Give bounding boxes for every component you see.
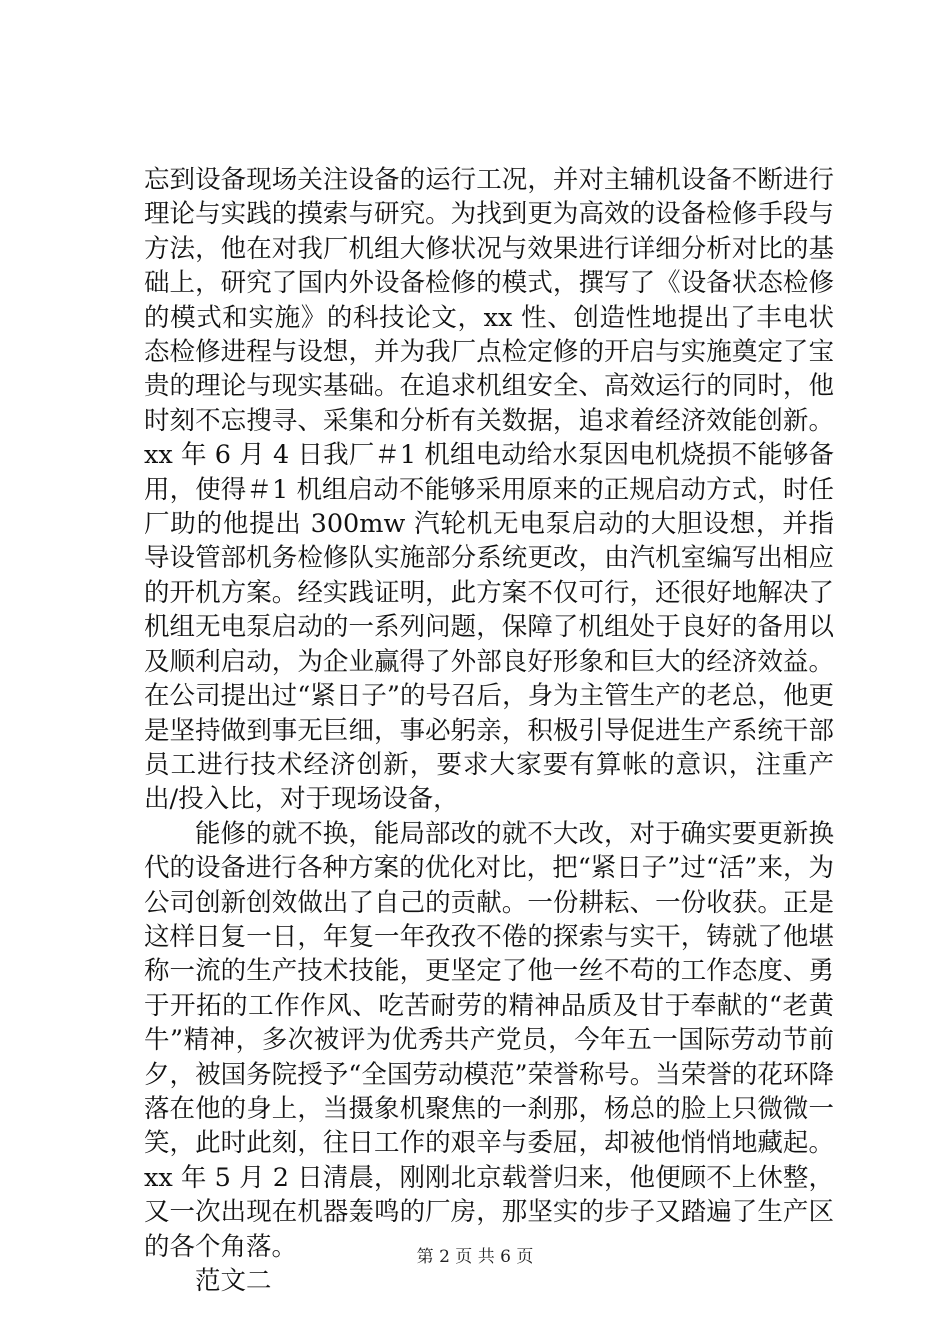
page-number-footer: 第 2 页 共 6 页	[416, 1247, 534, 1267]
paragraph: 能修的就不换，能局部改的就不大改，对于确实要更新换代的设备进行各种方案的优化对比，把“紧日子”过“活”来，为公司创新创效做出了自己的贡献。一份耕耘、一份收获。正是这样日复一日，年复一年孜孜不倦的探索与实干，铸就了他堪称一流的生产技术技能，更坚定了他一丝不苟的工作态度、勇于开拓的工作作风、吃苦耐劳的精神品质及甘于奉献的“老黄牛”精神，多次被评为优秀共产党员，今年五一国际劳动节前夕，被国务院授予“全国劳动模范”荣誉称号。当荣誉的花环降落在他的身上，当摄象机聚焦的一刹那，杨总的脸上只微微一笑，此时此刻，往日工作的艰辛与委屈，却被他悄悄地藏起。xx 年 5 月 2 日清晨，刚刚北京载誉归来，他便顾不上休整，又一次出现在机器轰鸣的厂房，那坚实的步子又踏遍了生产区的各个角落。	[144, 818, 834, 1262]
paragraph: 忘到设备现场关注设备的运行工况，并对主辅机设备不断进行理论与实践的摸索与研究。为找到更为高效的设备检修手段与方法，他在对我厂机组大修状况与效果进行详细分析对比的基础上，研究了国内外设备检修的模式，撰写了《设备状态检修的模式和实施》的科技论文，xx 性、创造性地提出了丰电状态检修进程与设想，并为我厂点检定修的开启与实施奠定了宝贵的理论与现实基础。在追求机组安全、高效运行的同时，他时刻不忘搜寻、采集和分析有关数据，追求着经济效能创新。xx 年 6 月 4 日我厂＃1 机组电动给水泵因电机烧损不能够备用，使得＃1 机组启动不能够采用原来的正规启动方式，时任厂助的他提出 300mw 汽轮机无电泵启动的大胆设想，并指导设管部机务检修队实施部分系统更改，由汽机室编写出相应的开机方案。经实践证明，此方案不仅可行，还很好地解决了机组无电泵启动的一系列问题，保障了机组处于良好的备用以及顺利启动，为企业赢得了外部良好形象和巨大的经济效益。在公司提出过“紧日子”的号召后，身为主管生产的老总，他更是坚持做到事无巨细，事必躬亲，积极引导促进生产系统干部员工进行技术经济创新，要求大家要有算帐的意识，注重产出/投入比，对于现场设备，	[144, 165, 834, 815]
section-heading: 范文二	[195, 1266, 272, 1296]
document-body	[144, 163, 834, 1298]
